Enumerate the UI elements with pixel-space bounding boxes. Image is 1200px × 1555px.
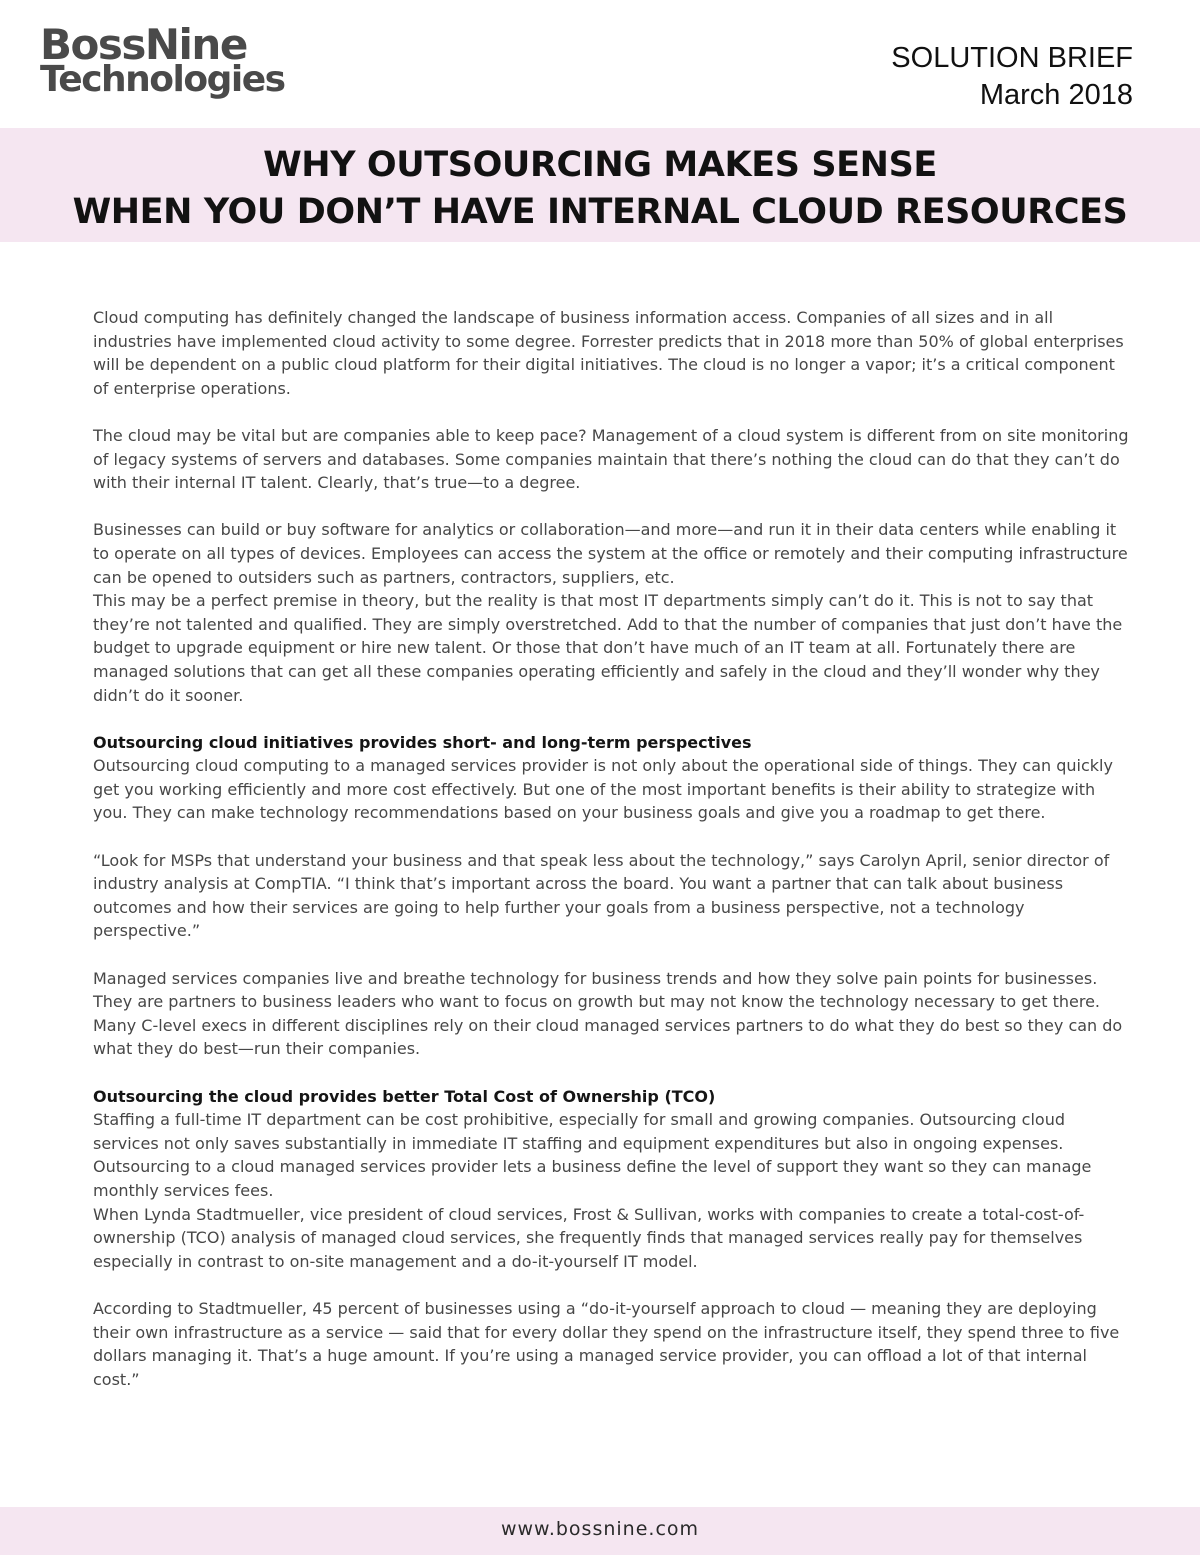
document-type: SOLUTION BRIEF <box>891 42 1133 74</box>
title-line-2: WHEN YOU DON’T HAVE INTERNAL CLOUD RESOURCES <box>72 192 1128 232</box>
section-heading-tco: Outsourcing the cloud provides better Total Cost of Ownership (TCO) <box>93 1086 716 1106</box>
paragraph-pace: The cloud may be vital but are companies able to keep pace? Management of a cloud system is different from on site monitoring of legacy systems of servers and databases. Some companies maintain that there’s nothing the cloud can do that they can’t do with their internal IT talent. Clearly, that’s true—to a degree. <box>93 425 1129 493</box>
paragraph-intro: Cloud computing has definitely changed the landscape of business information access. Companies of all sizes and in all industries have implemented cloud activity to some degree. Forrester predicts that in 2018 more than 50% of global enterprises will be dependent on a public cloud platform for their digital initiatives. The cloud is no longer a vapor; it’s a critical component of enterprise operations. <box>93 308 1124 398</box>
paragraph-stadtmueller: When Lynda Stadtmueller, vice president of cloud services, Frost & Sullivan, works with companies to create a total-cost-of-ownership (TCO) analysis of managed cloud services, she frequently finds that managed services really pay for themselves especially in contrast to on-site management and a do-it-yourself IT model. <box>93 1204 1085 1271</box>
document-meta <box>891 40 1133 114</box>
logo-line-1: BossNine <box>40 20 247 69</box>
logo-line-2: Technologies <box>40 59 285 100</box>
paragraph-build-or-buy: Businesses can build or buy software for analytics or collaboration—and more—and run it in their data centers while enabling it to operate on all types of devices. Employees can access the system at the office or remotely and their computing infrastructure can be opened to outsiders such as partners, contractors, suppliers, etc. <box>93 520 1128 587</box>
title-band <box>0 128 1200 242</box>
page-footer <box>0 1507 1200 1555</box>
footer-url: www.bossnine.com <box>500 1518 700 1540</box>
article-body <box>93 306 1133 1415</box>
paragraph-quote-april: “Look for MSPs that understand your business and that speak less about the technology,” says Carolyn April, senior director of industry analysis at CompTIA. “I think that’s important across the board. You want a partner that can talk about business outcomes and how their services are going to help further your goals from a business perspective, not a technology perspective.” <box>93 850 1110 941</box>
paragraph-msp-strategy: Outsourcing cloud computing to a managed services provider is not only about the operational side of things. They can quickly get you working efficiently and more cost effectively. But one of the most important benefits is their ability to strategize with you. They can make technology recommendations based on your business goals and give you a roadmap to get there. <box>93 756 1113 823</box>
page-header <box>0 0 1200 128</box>
paragraph-staffing: Staffing a full-time IT department can be cost prohibitive, especially for small and growing companies. Outsourcing cloud services not only saves substantially in immediate IT staffing and equipment expenditures but also in ongoing expenses. Outsourcing to a cloud managed services provider lets a business define the level of support they want so they can manage monthly services fees. <box>93 1110 1092 1200</box>
company-logo <box>40 20 285 100</box>
section-heading-perspectives: Outsourcing cloud initiatives provides short- and long-term perspectives <box>93 732 752 752</box>
title-line-1: WHY OUTSOURCING MAKES SENSE <box>263 145 937 185</box>
paragraph-premise: This may be a perfect premise in theory, but the reality is that most IT departments simply can’t do it. This is not to say that they’re not talented and qualified. They are simply overstretched. Add to that the number of companies that just don’t have the budget to upgrade equipment or hire new talent. Or those that don’t have much of an IT team at all. Fortunately there are managed solutions that can get all these companies operating efficiently and safely in the cloud and they’ll wonder why they didn’t do it sooner. <box>93 591 1123 705</box>
paragraph-diy-cost: According to Stadtmueller, 45 percent of businesses using a “do-it-yourself approach to cloud — meaning they are deploying their own infrastructure as a service — said that for every dollar they spend on the infrastructure itself, they spend three to five dollars managing it. That’s a huge amount. If you’re using a managed service provider, you can offload a lot of that internal cost.” <box>93 1298 1120 1389</box>
document-date: March 2018 <box>979 79 1133 111</box>
page-title <box>0 128 1200 236</box>
paragraph-managed-services: Managed services companies live and breathe technology for business trends and how they solve pain points for businesses. They are partners to business leaders who want to focus on growth but may not know the technology necessary to get there. Many C-level execs in different disciplines rely on their cloud managed services partners to do what they do best so they can do what they do best—run their companies. <box>93 968 1123 1059</box>
